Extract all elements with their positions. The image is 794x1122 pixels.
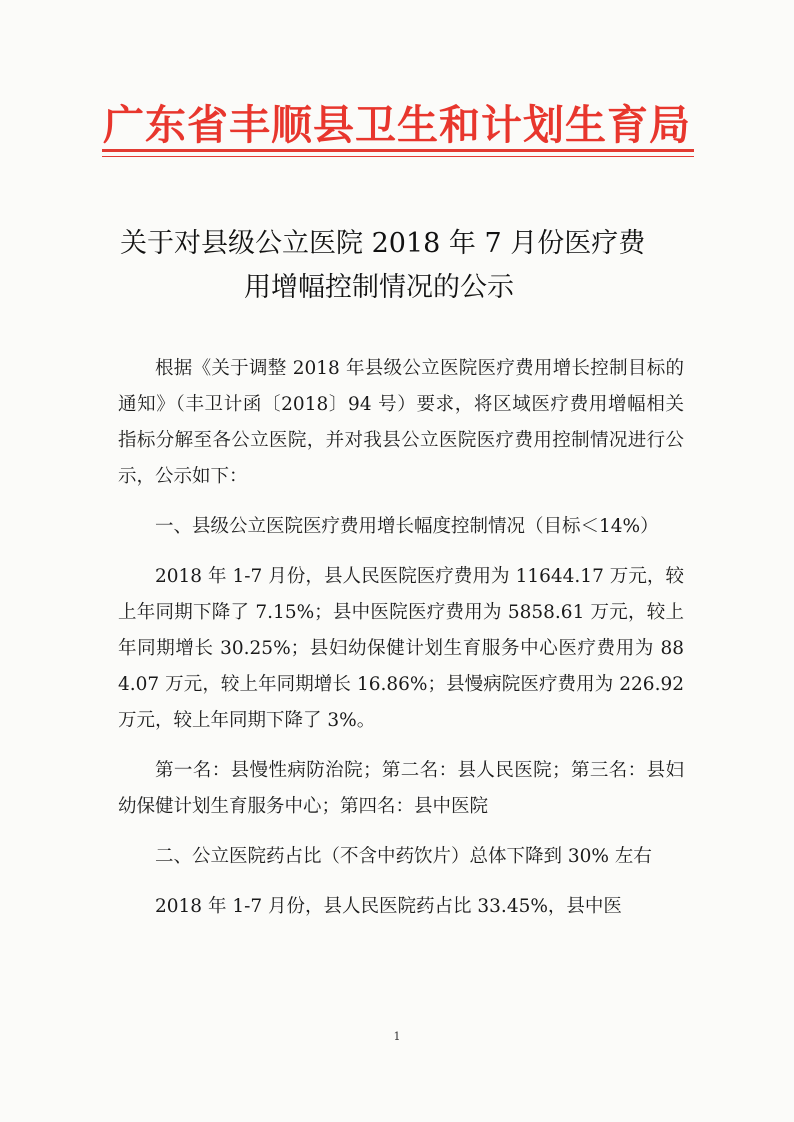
paragraph-intro: 根据《关于调整 2018 年县级公立医院医疗费用增长控制目标的通知》（丰卫计函〔2018〕94 号）要求，将区域医疗费用增幅相关指标分解至各公立医院，并对我县公立医院医疗费用控制情况进行公示，公示如下：: [118, 358, 684, 487]
letterhead-rule-thick: [102, 149, 694, 152]
paragraph-expense-figures: 2018 年 1-7 月份，县人民医院医疗费用为 11644.17 万元，较上年同期下降了 7.15%；县中医院医疗费用为 5858.61 万元，较上年同期增长 30.25%；县妇幼保健计划生育服务中心医疗费用为 884.07 万元，较上年同期增长 16.86%；县慢病院医疗费用为 226.92 万元，较上年同期下降了 3%。: [118, 566, 684, 731]
document-title-line1: 关于对县级公立医院 2018 年 7 月份医疗费: [120, 228, 646, 259]
paragraph-ranking: 第一名：县慢性病防治院；第二名：县人民医院；第三名：县妇幼保健计划生育服务中心；第四名：县中医院: [118, 760, 684, 817]
org-letterhead-title: 广东省丰顺县卫生和计划生育局: [103, 101, 691, 149]
section-heading-2: 二、公立医院药占比（不含中药饮片）总体下降到 30% 左右: [155, 846, 652, 867]
document-title: [120, 222, 680, 310]
paragraph-drug-ratio: 2018 年 1-7 月份，县人民医院药占比 33.45%，县中医: [155, 896, 622, 917]
document-title-line2: 用增幅控制情况的公示: [244, 272, 514, 303]
page-number: 1: [393, 1030, 401, 1043]
letterhead-rule-thin: [102, 156, 694, 157]
document-body: [118, 351, 684, 925]
section-heading-1: 一、县级公立医院医疗费用增长幅度控制情况（目标＜14%）: [155, 516, 659, 537]
